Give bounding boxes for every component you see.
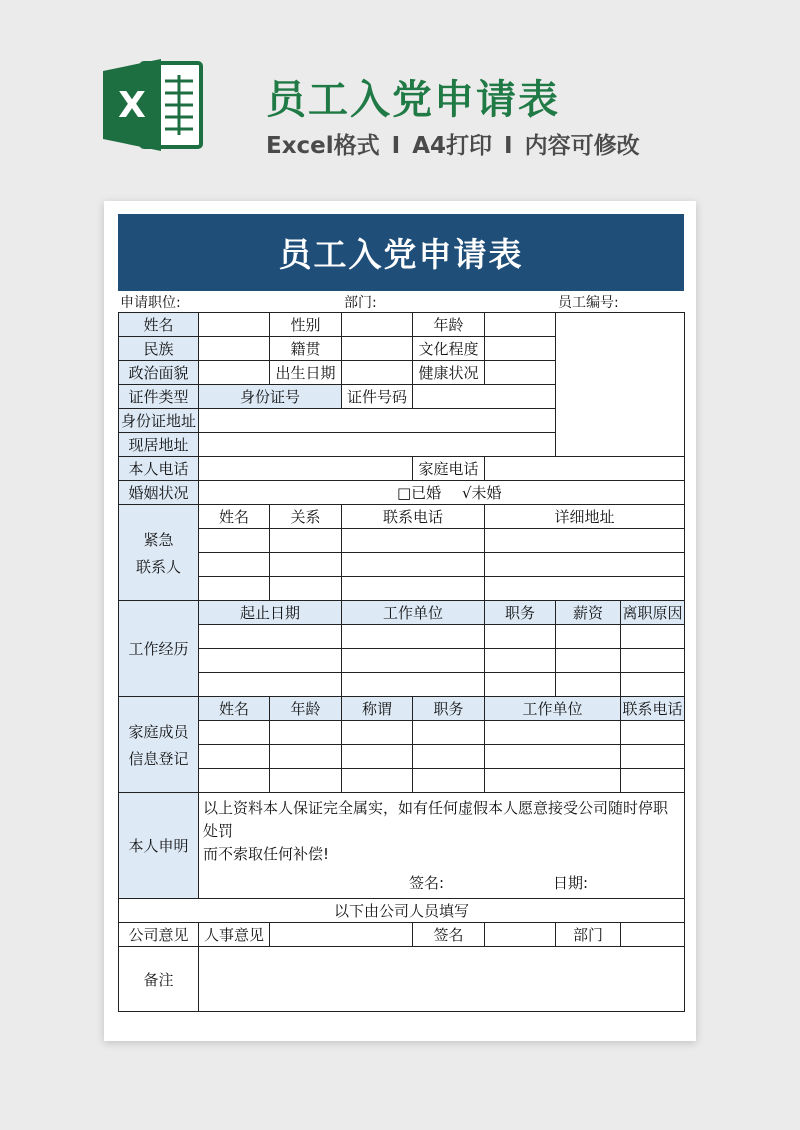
- family-cell[interactable]: [270, 769, 342, 793]
- family-cell[interactable]: [621, 769, 685, 793]
- label-id-address: 身份证地址: [119, 409, 199, 433]
- work-cell[interactable]: [556, 673, 621, 697]
- emergency-cell[interactable]: [270, 529, 342, 553]
- statement-sign-label: 签名:: [409, 874, 445, 892]
- work-header-leave-reason: 离职原因: [621, 601, 685, 625]
- company-section-title: 以下由公司人员填写: [119, 899, 685, 923]
- work-cell[interactable]: [199, 673, 342, 697]
- field-birth-date[interactable]: [342, 361, 413, 385]
- family-header-title: 职务: [413, 697, 485, 721]
- label-marital: 婚姻状况: [119, 481, 199, 505]
- statement-date-label: 日期:: [552, 874, 588, 892]
- work-cell[interactable]: [485, 625, 556, 649]
- family-header-name: 姓名: [199, 697, 270, 721]
- emergency-cell[interactable]: [485, 553, 685, 577]
- family-cell[interactable]: [413, 721, 485, 745]
- label-name: 姓名: [119, 313, 199, 337]
- work-cell[interactable]: [485, 649, 556, 673]
- work-header-title: 职务: [485, 601, 556, 625]
- work-cell[interactable]: [199, 649, 342, 673]
- family-label: [119, 697, 199, 793]
- label-age: 年龄: [413, 313, 485, 337]
- field-education[interactable]: [485, 337, 556, 361]
- work-cell[interactable]: [556, 649, 621, 673]
- subtitle-separator: I: [504, 133, 513, 159]
- family-header-age: 年龄: [270, 697, 342, 721]
- family-label-line2: 信息登记: [128, 749, 189, 768]
- excel-icon: [103, 59, 203, 151]
- label-political: 政治面貌: [119, 361, 199, 385]
- work-header-employer: 工作单位: [342, 601, 485, 625]
- field-id-number[interactable]: [413, 385, 556, 409]
- field-name[interactable]: [199, 313, 270, 337]
- emergency-label-line2: 联系人: [135, 557, 181, 576]
- label-phone: 本人电话: [119, 457, 199, 481]
- work-cell[interactable]: [342, 625, 485, 649]
- statement-label: 本人申明: [119, 793, 199, 899]
- field-political[interactable]: [199, 361, 270, 385]
- work-cell[interactable]: [342, 673, 485, 697]
- field-ethnicity[interactable]: [199, 337, 270, 361]
- family-cell[interactable]: [270, 745, 342, 769]
- family-cell[interactable]: [199, 721, 270, 745]
- page-subtitle: [266, 127, 640, 160]
- family-header-employer: 工作单位: [485, 697, 621, 721]
- emergency-cell[interactable]: [485, 577, 685, 601]
- meta-position: 申请职位:: [120, 295, 181, 311]
- page-header: [0, 0, 800, 195]
- label-home-phone: 家庭电话: [413, 457, 485, 481]
- statement-box: [199, 793, 685, 899]
- family-cell[interactable]: [621, 745, 685, 769]
- remarks-field[interactable]: [199, 947, 685, 1012]
- family-header-phone: 联系电话: [621, 697, 685, 721]
- statement-line1: 以上资料本人保证完全属实，如有任何虚假本人愿意接受公司随时停职处罚: [203, 799, 669, 840]
- meta-employee-no: 员工编号:: [558, 295, 619, 311]
- svg-text:X: X: [118, 85, 146, 126]
- family-cell[interactable]: [342, 769, 413, 793]
- family-header-relation: 称谓: [342, 697, 413, 721]
- emergency-cell[interactable]: [342, 529, 485, 553]
- work-cell[interactable]: [556, 625, 621, 649]
- company-opinion-label: 公司意见: [119, 923, 199, 947]
- family-cell[interactable]: [199, 769, 270, 793]
- field-native-place[interactable]: [342, 337, 413, 361]
- meta-department: 部门:: [344, 295, 377, 311]
- hr-opinion-field[interactable]: [270, 923, 413, 947]
- emergency-cell[interactable]: [485, 529, 685, 553]
- work-cell[interactable]: [621, 673, 685, 697]
- label-ethnicity: 民族: [119, 337, 199, 361]
- emergency-label-line1: 紧急: [143, 530, 174, 549]
- family-cell[interactable]: [270, 721, 342, 745]
- marital-married-checkbox[interactable]: □已婚: [397, 484, 442, 502]
- work-header-salary: 薪资: [556, 601, 621, 625]
- field-home-phone[interactable]: [485, 457, 685, 481]
- company-sign-label: 签名: [413, 923, 485, 947]
- label-education: 文化程度: [413, 337, 485, 361]
- emergency-cell[interactable]: [342, 577, 485, 601]
- company-department-label: 部门: [556, 923, 621, 947]
- work-cell[interactable]: [621, 649, 685, 673]
- field-age[interactable]: [485, 313, 556, 337]
- subtitle-format: Excel格式: [266, 133, 380, 159]
- label-health: 健康状况: [413, 361, 485, 385]
- family-cell[interactable]: [485, 769, 621, 793]
- emergency-header-phone: 联系电话: [342, 505, 485, 529]
- hr-opinion-label: 人事意见: [199, 923, 270, 947]
- family-cell[interactable]: [413, 745, 485, 769]
- emergency-cell[interactable]: [199, 529, 270, 553]
- family-cell[interactable]: [413, 769, 485, 793]
- emergency-cell[interactable]: [270, 553, 342, 577]
- emergency-header-name: 姓名: [199, 505, 270, 529]
- subtitle-editable: 内容可修改: [524, 133, 640, 159]
- emergency-header-address: 详细地址: [485, 505, 685, 529]
- label-id-number: 证件号码: [342, 385, 413, 409]
- subtitle-separator: I: [391, 133, 401, 159]
- company-sign-field[interactable]: [485, 923, 556, 947]
- family-cell[interactable]: [485, 721, 621, 745]
- application-form-table: [118, 312, 685, 1012]
- marital-unmarried-checkbox[interactable]: √未婚: [461, 484, 502, 502]
- family-cell[interactable]: [342, 745, 413, 769]
- family-cell[interactable]: [199, 745, 270, 769]
- family-cell[interactable]: [485, 745, 621, 769]
- work-cell[interactable]: [199, 625, 342, 649]
- label-birth-date: 出生日期: [270, 361, 342, 385]
- company-department-field[interactable]: [621, 923, 685, 947]
- work-cell[interactable]: [621, 625, 685, 649]
- emergency-header-relation: 关系: [270, 505, 342, 529]
- work-cell[interactable]: [342, 649, 485, 673]
- statement-text: [199, 793, 684, 866]
- subtitle-print: A4打印: [412, 133, 493, 159]
- family-label-line1: 家庭成员: [128, 722, 189, 741]
- family-cell[interactable]: [621, 721, 685, 745]
- emergency-cell[interactable]: [342, 553, 485, 577]
- label-id-type: 证件类型: [119, 385, 199, 409]
- statement-line2: 而不索取任何补偿!: [203, 845, 330, 863]
- form-banner-title: 员工入党申请表: [118, 214, 684, 291]
- remarks-label: 备注: [119, 947, 199, 1012]
- emergency-cell[interactable]: [199, 577, 270, 601]
- field-phone[interactable]: [199, 457, 413, 481]
- field-current-address[interactable]: [199, 433, 556, 457]
- emergency-label: [119, 505, 199, 601]
- photo-box[interactable]: [556, 313, 685, 457]
- marital-options: [199, 481, 685, 505]
- emergency-cell[interactable]: [270, 577, 342, 601]
- label-current-address: 现居地址: [119, 433, 199, 457]
- label-gender: 性别: [270, 313, 342, 337]
- option-id-card: 身份证号: [199, 385, 342, 409]
- work-history-label: 工作经历: [119, 601, 199, 697]
- field-id-address[interactable]: [199, 409, 556, 433]
- page-title: 员工入党申请表: [266, 77, 560, 123]
- family-cell[interactable]: [342, 721, 413, 745]
- work-header-period: 起止日期: [199, 601, 342, 625]
- field-gender[interactable]: [342, 313, 413, 337]
- field-health[interactable]: [485, 361, 556, 385]
- work-cell[interactable]: [485, 673, 556, 697]
- label-native-place: 籍贯: [270, 337, 342, 361]
- emergency-cell[interactable]: [199, 553, 270, 577]
